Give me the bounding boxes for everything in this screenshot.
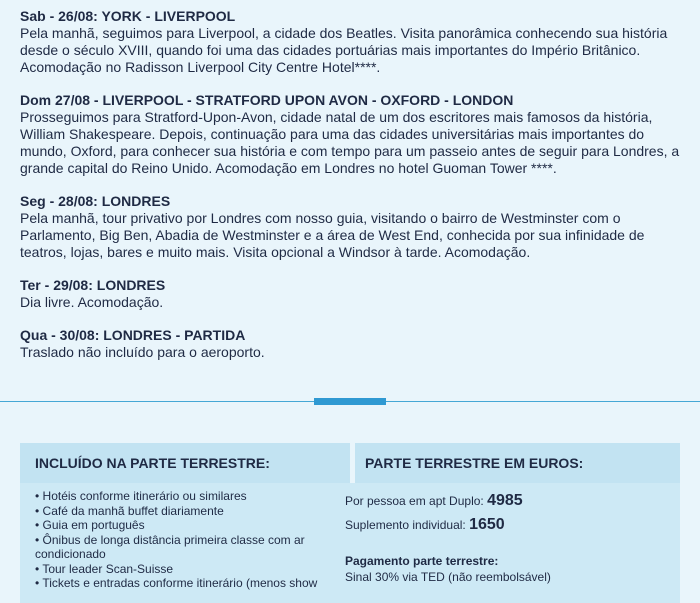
- day-description: Pela manhã, seguimos para Liverpool, a cidade dos Beatles. Visita panorâmica conhecendo sua história desde o século XVIII, quando foi uma das cidades portuárias mais importantes do Império Britânico. Acomodação no Radisson Liverpool City Centre Hotel****.: [20, 25, 668, 75]
- included-header-label: INCLUÍDO NA PARTE TERRESTRE:: [35, 455, 270, 471]
- pricing-body: [345, 489, 655, 585]
- list-item: • Tour leader Scan-Suisse: [35, 561, 174, 576]
- day-description: Dia livre. Acomodação.: [20, 294, 164, 310]
- per-person-value: 4985: [487, 492, 523, 509]
- single-supplement: [345, 513, 655, 537]
- day-description: Traslado não incluído para o aeroporto.: [20, 344, 265, 360]
- day-title: Sab - 26/08: YORK - LIVERPOOL: [20, 8, 236, 24]
- per-person-label: Por pessoa em apt Duplo:: [345, 494, 484, 508]
- day-item: [20, 277, 680, 311]
- payment-text: Sinal 30% via TED (não reembolsável): [345, 570, 551, 584]
- divider-tab: [314, 398, 386, 405]
- day-item: [20, 193, 680, 261]
- single-value: 1650: [469, 516, 505, 533]
- single-label: Suplemento individual:: [345, 518, 466, 532]
- day-title: Qua - 30/08: LONDRES - PARTIDA: [20, 327, 246, 343]
- list-item: • Tickets e entradas conforme itinerário (menos show: [35, 576, 318, 590]
- included-list: [35, 489, 325, 591]
- list-item: • Café da manhã buffet diariamente: [35, 503, 224, 518]
- day-title: Dom 27/08 - LIVERPOOL - STRATFORD UPON AVON - OXFORD - LONDON: [20, 92, 514, 108]
- day-description: Prosseguimos para Stratford-Upon-Avon, cidade natal de um dos escritores mais famosos da história, William Shakespeare. Depois, continuação para uma das cidades universitárias mais importantes do mundo, Oxford, para conhecer sua história e com tempo para um passeio antes de seguir para Londres, a grande capital do Reino Unido. Acomodação em Londres no hotel Guoman Tower ****.: [20, 109, 680, 176]
- day-description: Pela manhã, tour privativo por Londres com nosso guia, visitando o bairro de Westminster com o Parlamento, Big Ben, Abadia de Westminster e a área de West End, conhecida por sua infinidade de teatros, lojas, bares e muito mais. Visita opcional a Windsor à tarde. Acomodação.: [20, 210, 645, 260]
- list-item: • Ônibus de longa distância primeira classe com ar condicionado: [35, 532, 305, 561]
- day-title: Seg - 28/08: LONDRES: [20, 193, 171, 209]
- list-item: • Guia em português: [35, 518, 145, 532]
- list-item: • Hotéis conforme itinerário ou similares: [35, 489, 247, 503]
- day-title: Ter - 29/08: LONDRES: [20, 277, 166, 293]
- pricing-header: [355, 443, 680, 483]
- per-person-price: [345, 489, 655, 513]
- day-item: [20, 8, 680, 76]
- day-item: [20, 327, 680, 361]
- payment-title: Pagamento parte terrestre:: [345, 554, 499, 568]
- included-header: [20, 443, 350, 483]
- pricing-header-label: PARTE TERRESTRE EM EUROS:: [365, 455, 584, 471]
- day-item: [20, 92, 680, 177]
